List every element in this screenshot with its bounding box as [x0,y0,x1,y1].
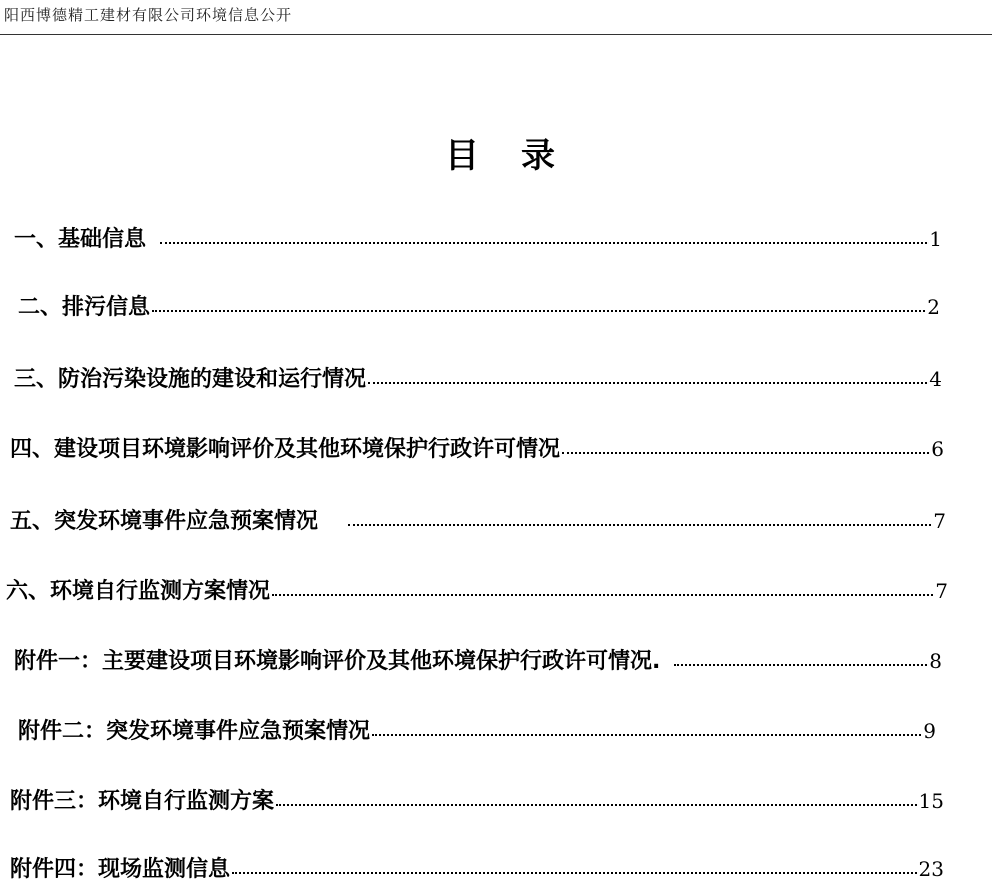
toc-entry-label: 附件一：主要建设项目环境影响评价及其他环境保护行政许可情况. [14,649,661,674]
toc-entry[interactable] [18,290,940,322]
toc-entry-label: 六、环境自行监测方案情况 [6,579,271,604]
toc-dot-leader [272,590,933,596]
toc-entry-label: 附件四：现场监测信息 [10,857,231,882]
toc-entry-label: 一、基础信息 [14,227,147,252]
toc-entry-label: 二、排污信息 [18,295,151,320]
toc-entry-page: 7 [933,509,946,533]
toc-dot-leader [674,660,927,666]
toc-dot-leader [562,448,929,454]
toc-entry[interactable] [10,432,944,464]
page-header: 阳西博德精工建材有限公司环境信息公开 [4,6,293,24]
toc-entry[interactable] [14,644,942,676]
toc-entry-page: 1 [929,227,942,251]
page-title: 目录 [445,136,597,176]
toc-entry[interactable] [10,852,944,884]
toc-entry[interactable] [14,222,942,254]
toc-entry-label: 三、防治污染设施的建设和运行情况 [14,367,367,392]
toc-entry-page: 4 [929,367,942,391]
toc-entry-page: 8 [929,649,942,673]
toc-entry-page: 2 [927,295,940,319]
toc-entry[interactable] [18,714,936,746]
toc-entry[interactable] [14,362,942,394]
toc-dot-leader [372,730,921,736]
toc-dot-leader [348,520,931,526]
toc-entry-page: 23 [918,857,944,881]
toc-entry[interactable] [10,784,944,816]
header-divider [0,34,992,35]
toc-entry-label: 附件二：突发环境事件应急预案情况 [18,719,371,744]
toc-dot-leader [368,378,927,384]
toc-dot-leader [160,238,927,244]
toc-entry-label: 五、突发环境事件应急预案情况 [10,509,319,534]
toc-dot-leader [152,306,925,312]
toc-entry-page: 15 [918,789,944,813]
toc-entry-label: 附件三：环境自行监测方案 [10,789,275,814]
toc-dot-leader [276,800,917,806]
toc-entry-page: 6 [931,437,944,461]
toc-entry-page: 9 [923,719,936,743]
toc-entry-label: 四、建设项目环境影响评价及其他环境保护行政许可情况 [10,437,561,462]
toc-entry[interactable] [6,574,948,606]
toc-entry[interactable] [10,504,946,536]
toc-entry-page: 7 [935,579,948,603]
toc-dot-leader [232,868,917,874]
